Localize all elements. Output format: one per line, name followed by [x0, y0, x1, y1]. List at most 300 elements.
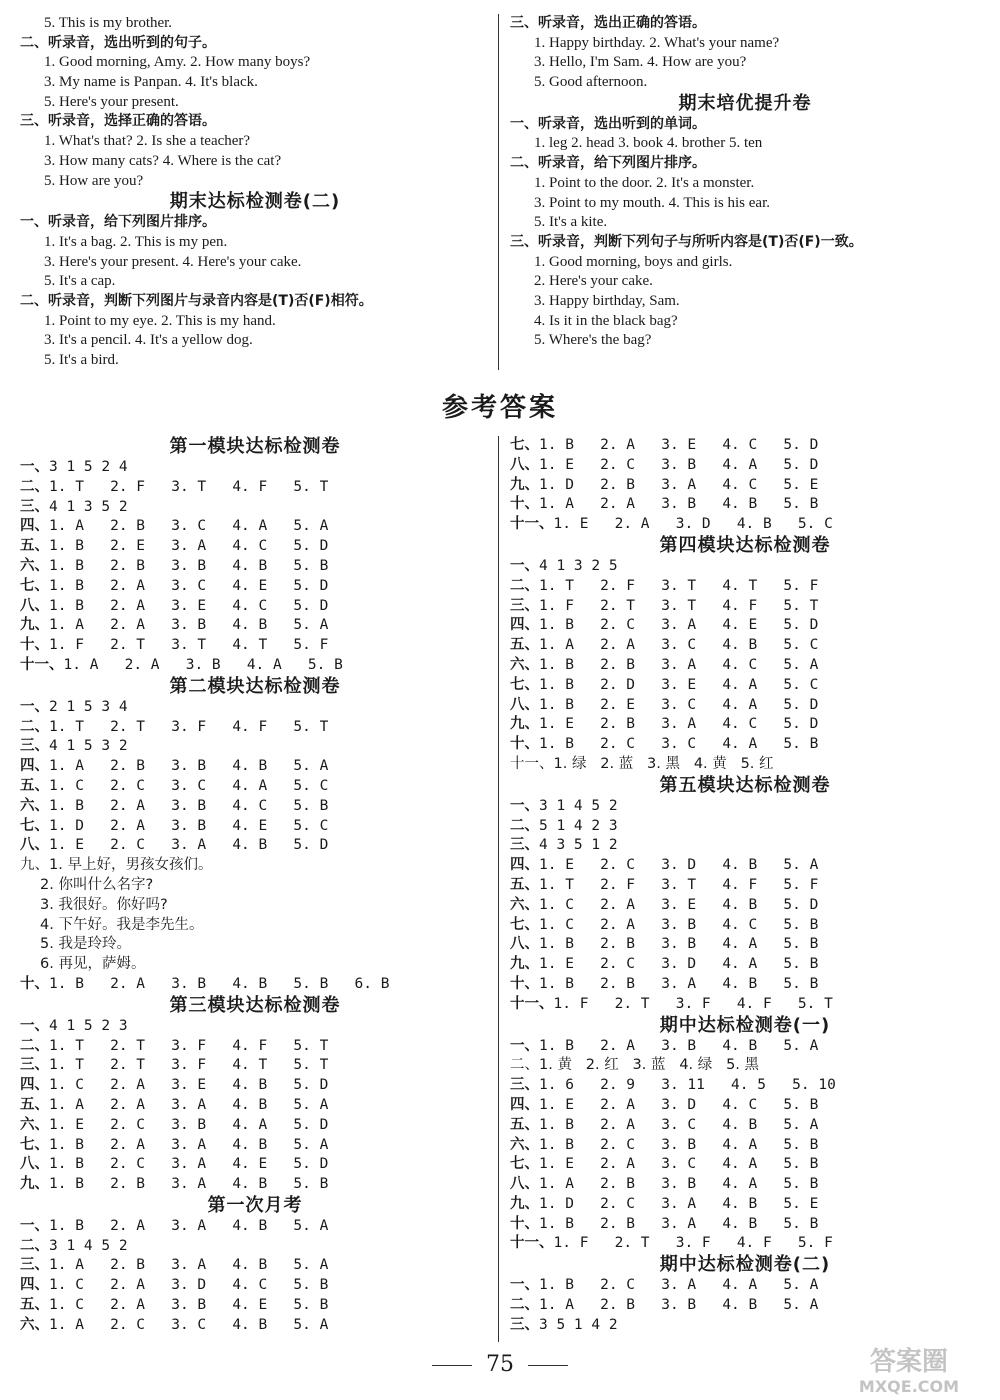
- answer-part-label: 十、: [20, 975, 49, 992]
- answer-part-label: 一、: [20, 1217, 49, 1234]
- answer-values: 1. D 2. B 3. A 4. C 5. E: [539, 476, 819, 493]
- answer-part-label: 八、: [20, 1156, 49, 1173]
- answer-values: 1. A 2. B 3. C 4. A 5. A: [49, 518, 329, 535]
- answer-line: [20, 757, 490, 777]
- answer-values: 1. E 2. A 3. C 4. A 5. B: [539, 1156, 819, 1173]
- answer-part-label: 五、: [20, 777, 49, 794]
- answer-part-label: 八、: [510, 936, 539, 953]
- answer-part-label: [20, 956, 40, 972]
- answer-section-heading: 期中达标检测卷(一): [659, 1014, 831, 1036]
- answer-values: 4 1 5 3 2: [49, 738, 128, 755]
- answer-values: 1. B 2. A 3. C 4. B 5. A: [539, 1116, 819, 1133]
- answer-values: 1. B 2. C 3. A 4. E 5. D: [49, 1156, 329, 1173]
- answer-line: [510, 597, 980, 617]
- answer-values: 4 1 5 2 3: [49, 1017, 128, 1034]
- answer-values: 1. B 2. A 3. E 4. C 5. D: [539, 437, 819, 453]
- answer-part-label: 八、: [510, 456, 539, 473]
- answer-part-label: 一、: [20, 698, 49, 715]
- answer-values: 3. 我很好。你好吗?: [40, 896, 168, 913]
- answer-values: 1. 绿 2. 蓝 3. 黑 4. 黄 5. 红: [553, 755, 774, 772]
- answer-part-label: 六、: [510, 896, 539, 913]
- answer-part-label: 七、: [510, 916, 539, 933]
- answer-part-label: 二、: [20, 718, 49, 735]
- transcript-line: 5. Good afternoon.: [534, 74, 648, 91]
- transcript-line: 5. How are you?: [44, 172, 144, 189]
- answer-line: [20, 777, 490, 797]
- answer-line: [20, 856, 490, 876]
- answer-line: [20, 656, 490, 676]
- answer-line: [20, 718, 490, 738]
- answer-part-label: 七、: [510, 1156, 539, 1173]
- answer-line: [20, 1217, 490, 1237]
- transcript-line: 3. Happy birthday, Sam.: [534, 292, 680, 309]
- answer-line: [510, 755, 980, 775]
- answer-line: [510, 476, 980, 496]
- answer-part-label: 二、: [510, 1057, 539, 1074]
- answer-line: [20, 458, 490, 478]
- answer-line: [510, 1175, 980, 1195]
- answer-part-label: 八、: [20, 597, 49, 614]
- answer-line: [510, 436, 980, 456]
- answer-line: [510, 577, 980, 597]
- answer-line: [510, 656, 980, 676]
- answer-part-label: 一、: [20, 1017, 49, 1034]
- answer-part-label: 二、: [510, 1297, 539, 1314]
- answer-part-label: 三、: [20, 1057, 49, 1074]
- answer-line: [20, 797, 490, 817]
- answer-values: 3 1 4 5 2: [539, 797, 618, 814]
- answer-section-heading: 第五模块达标检测卷: [659, 774, 831, 796]
- answer-line: [20, 737, 490, 757]
- transcript-line: 3. Hello, I'm Sam. 4. How are you?: [534, 54, 747, 71]
- answer-values: 1. C 2. A 3. E 4. B 5. D: [539, 896, 819, 913]
- transcript-right-column: [510, 14, 980, 351]
- answer-line: [510, 995, 980, 1015]
- answer-values: 3 1 4 5 2: [49, 1237, 128, 1254]
- answer-line: [510, 1155, 980, 1175]
- answer-values: 1. B 2. A 3. B 4. B 5. B 6. B: [49, 975, 390, 992]
- transcript-line: 1. Point to the door. 2. It's a monster.: [534, 174, 755, 191]
- transcript-line: 3. It's a pencil. 4. It's a yellow dog.: [44, 332, 253, 349]
- answer-part-label: 九、: [510, 1195, 539, 1212]
- answer-line: [510, 495, 980, 515]
- answer-values: 1. E 2. C 3. D 4. A 5. B: [539, 956, 819, 973]
- answer-values: 2. 你叫什么名字?: [40, 876, 154, 893]
- answer-part-label: 十一、: [510, 995, 554, 1012]
- answer-part-label: 七、: [510, 437, 539, 453]
- answer-part-label: [20, 877, 40, 893]
- answer-line: [20, 636, 490, 656]
- answer-line: [510, 1215, 980, 1235]
- answer-part-label: 五、: [510, 1116, 539, 1133]
- answer-values: 1. B 2. C 3. B 4. A 5. B: [539, 1136, 819, 1153]
- answer-values: 1. B 2. B 3. A 4. B 5. B: [539, 975, 819, 992]
- answer-values: 1. A 2. A 3. B 4. A 5. B: [63, 656, 343, 673]
- transcript-line: 3. My name is Panpan. 4. It's black.: [44, 74, 258, 91]
- answer-values: 1. T 2. F 3. T 4. F 5. T: [49, 478, 329, 495]
- answer-section-heading: 第一模块达标检测卷: [169, 436, 341, 457]
- answer-line: [510, 856, 980, 876]
- answer-line: [510, 696, 980, 716]
- transcript-line: 5. This is my brother.: [44, 15, 173, 31]
- answers-column-divider: [498, 436, 499, 1342]
- answer-part-label: 二、: [510, 817, 539, 834]
- test-heading: 期末达标检测卷(二): [169, 191, 341, 213]
- answer-line: [20, 836, 490, 856]
- answer-part-label: 十、: [510, 1215, 539, 1232]
- answer-values: 1. A 2. C 3. C 4. B 5. A: [49, 1316, 329, 1333]
- answer-part-label: 四、: [510, 1096, 539, 1113]
- answer-part-label: 二、: [510, 577, 539, 594]
- section-instruction: 三、听录音，判断下列句子与所听内容是(T)否(F)一致。: [510, 233, 863, 250]
- answer-line: [20, 1076, 490, 1096]
- answer-part-label: 十、: [510, 496, 539, 513]
- answer-line: [20, 1175, 490, 1195]
- answer-values: 1. E 2. A 3. D 4. B 5. C: [553, 516, 833, 533]
- answer-part-label: 一、: [510, 1277, 539, 1294]
- answer-line: [510, 1195, 980, 1215]
- test-heading: 期末培优提升卷: [678, 92, 812, 114]
- answer-line: [20, 498, 490, 518]
- answer-part-label: 十、: [20, 637, 49, 654]
- answer-values: 1. A 2. A 3. C 4. B 5. C: [539, 637, 819, 654]
- answer-line: [20, 935, 490, 955]
- answer-part-label: 十一、: [20, 656, 64, 673]
- answer-line: [510, 616, 980, 636]
- answer-line: [510, 557, 980, 577]
- answer-part-label: 二、: [20, 1037, 49, 1054]
- footer-dash-left: [432, 1365, 472, 1366]
- answer-part-label: 三、: [20, 1257, 49, 1274]
- answer-part-label: 一、: [20, 459, 49, 475]
- transcript-line: 1. It's a bag. 2. This is my pen.: [44, 233, 228, 250]
- transcript-line: 5. It's a bird.: [44, 352, 119, 368]
- answer-line: [20, 616, 490, 636]
- answer-line: [510, 715, 980, 735]
- answer-line: [510, 456, 980, 476]
- answer-line: [20, 916, 490, 936]
- answer-line: [20, 1155, 490, 1175]
- page-number: 75: [486, 1352, 514, 1377]
- answer-values: 3 5 1 4 2: [539, 1316, 618, 1333]
- answer-values: 1. C 2. A 3. D 4. C 5. B: [49, 1277, 329, 1294]
- answer-line: [20, 1096, 490, 1116]
- answer-part-label: 六、: [20, 1316, 49, 1333]
- answer-values: 1. B 2. D 3. E 4. A 5. C: [539, 676, 819, 693]
- answer-part-label: 三、: [20, 498, 49, 515]
- answer-values: 1. C 2. C 3. C 4. A 5. C: [49, 777, 329, 794]
- answer-line: [510, 1296, 980, 1316]
- answer-values: 1. A 2. B 3. B 4. A 5. B: [539, 1176, 819, 1193]
- answer-part-label: 五、: [510, 637, 539, 654]
- answer-part-label: [20, 917, 40, 933]
- answer-values: 1. B 2. C 3. A 4. E 5. D: [539, 617, 819, 634]
- answer-part-label: 七、: [20, 817, 49, 834]
- answer-line: [20, 896, 490, 916]
- answer-line: [20, 1256, 490, 1276]
- footer-dash-right: [528, 1365, 568, 1366]
- answer-values: 1. A 2. B 3. B 4. B 5. A: [539, 1297, 819, 1314]
- answer-part-label: 四、: [20, 758, 49, 775]
- answer-part-label: 七、: [20, 577, 49, 594]
- answer-values: 1. F 2. T 3. T 4. T 5. F: [49, 637, 329, 654]
- answer-values: 1. B 2. A 3. A 4. B 5. A: [49, 1136, 329, 1153]
- answer-line: [20, 698, 490, 718]
- transcript-line: 5. It's a cap.: [44, 273, 116, 290]
- answer-line: [510, 817, 980, 837]
- transcript-line: 3. Point to my mouth. 4. This is his ear.: [534, 194, 770, 211]
- answer-values: 1. T 2. F 3. T 4. F 5. F: [539, 876, 819, 893]
- answer-part-label: 四、: [20, 1277, 49, 1294]
- answer-values: 1. D 2. A 3. B 4. E 5. C: [49, 817, 329, 834]
- answer-line: [510, 676, 980, 696]
- answer-line: [510, 1037, 980, 1057]
- answer-part-label: 二、: [20, 478, 49, 495]
- answer-line: [510, 735, 980, 755]
- answer-line: [20, 1136, 490, 1156]
- answer-line: [20, 557, 490, 577]
- answer-part-label: 五、: [20, 538, 49, 555]
- answer-values: 5. 我是玲玲。: [40, 936, 131, 953]
- answer-values: 1. B 2. B 3. A 4. B 5. B: [49, 1176, 329, 1193]
- transcript-line: 1. Good morning, Amy. 2. How many boys?: [44, 54, 311, 71]
- answer-values: 1. B 2. B 3. B 4. B 5. B: [49, 557, 329, 574]
- answer-line: [510, 797, 980, 817]
- answer-values: 1. E 2. C 3. B 4. A 5. D: [539, 456, 819, 473]
- answer-values: 1. E 2. C 3. B 4. A 5. D: [49, 1116, 329, 1133]
- answer-values: 1. B 2. B 3. A 4. B 5. B: [539, 1215, 819, 1232]
- answer-line: [510, 836, 980, 856]
- answer-values: 4 1 3 5 2: [49, 498, 128, 515]
- answer-values: 1. F 2. T 3. T 4. F 5. T: [539, 597, 819, 614]
- answer-values: 1. T 2. T 3. F 4. F 5. T: [49, 718, 329, 735]
- transcript-line: 5. It's a kite.: [534, 214, 608, 231]
- answer-line: [510, 935, 980, 955]
- answer-values: 1. 黄 2. 红 3. 蓝 4. 绿 5. 黑: [539, 1057, 760, 1074]
- transcript-line: 1. Happy birthday. 2. What's your name?: [534, 34, 780, 51]
- answer-part-label: 四、: [510, 857, 539, 874]
- answer-values: 1. F 2. T 3. F 4. F 5. F: [553, 1235, 833, 1252]
- answer-line: [20, 537, 490, 557]
- section-instruction: 二、听录音，判断下列图片与录音内容是(T)否(F)相符。: [20, 292, 373, 309]
- answer-part-label: 十、: [510, 975, 539, 992]
- answer-values: 4 1 3 2 5: [539, 557, 618, 574]
- answer-line: [20, 817, 490, 837]
- answer-values: 2 1 5 3 4: [49, 698, 128, 715]
- answer-part-label: 三、: [510, 597, 539, 614]
- answer-values: 1. C 2. A 3. B 4. E 5. B: [49, 1297, 329, 1314]
- transcript-line: 1. Point to my eye. 2. This is my hand.: [44, 312, 276, 329]
- transcript-line: 4. Is it in the black bag?: [534, 312, 678, 329]
- answer-values: 1. A 2. A 3. B 4. B 5. A: [49, 617, 329, 634]
- answer-part-label: 五、: [20, 1297, 49, 1314]
- answer-line: [510, 1076, 980, 1096]
- answer-values: 1. B 2. A 3. A 4. B 5. A: [49, 1217, 329, 1234]
- answer-values: 1. E 2. A 3. D 4. C 5. B: [539, 1096, 819, 1113]
- answer-part-label: 三、: [20, 738, 49, 755]
- watermark-logo: [824, 1340, 994, 1396]
- answer-part-label: 四、: [20, 1077, 49, 1094]
- answer-section-heading: 期中达标检测卷(二): [659, 1254, 831, 1276]
- top-column-divider: [498, 14, 499, 370]
- answer-part-label: 一、: [510, 1037, 539, 1054]
- answer-part-label: 十一、: [510, 516, 554, 533]
- answer-values: 1. A 2. A 3. A 4. B 5. A: [49, 1096, 329, 1113]
- answer-values: 1. B 2. E 3. A 4. C 5. D: [49, 538, 329, 555]
- answer-values: 1. D 2. C 3. A 4. B 5. E: [539, 1195, 819, 1212]
- answer-part-label: 一、: [510, 797, 539, 814]
- answer-values: 5 1 4 2 3: [539, 817, 618, 834]
- answer-line: [20, 517, 490, 537]
- answer-part-label: 七、: [510, 676, 539, 693]
- answer-part-label: 三、: [510, 1316, 539, 1333]
- transcript-line: 1. leg 2. head 3. book 4. brother 5. ten: [534, 135, 763, 152]
- answer-line: [510, 1276, 980, 1296]
- answer-line: [510, 515, 980, 535]
- transcript-line: 5. Here's your present.: [44, 93, 179, 110]
- answer-part-label: 十一、: [510, 755, 554, 772]
- answer-line: [20, 975, 490, 995]
- answer-section-heading: 第四模块达标检测卷: [659, 534, 831, 556]
- answer-values: 1. T 2. F 3. T 4. T 5. F: [539, 577, 819, 594]
- answer-values: 1. B 2. A 3. B 4. B 5. A: [539, 1037, 819, 1054]
- section-instruction: 二、听录音，给下列图片排序。: [510, 155, 706, 172]
- answer-line: [510, 1316, 980, 1336]
- answers-right-column: [510, 436, 980, 1336]
- answer-part-label: 四、: [20, 518, 49, 535]
- answers-left-column: [20, 436, 490, 1336]
- answer-line: [510, 955, 980, 975]
- answer-part-label: 三、: [510, 837, 539, 854]
- answer-line: [510, 1136, 980, 1156]
- answer-part-label: 九、: [510, 956, 539, 973]
- answer-part-label: 九、: [20, 617, 49, 634]
- answer-section-heading: 第三模块达标检测卷: [169, 994, 341, 1016]
- answer-values: 1. E 2. C 3. A 4. B 5. D: [49, 837, 329, 854]
- answer-line: [510, 636, 980, 656]
- answer-line: [20, 1296, 490, 1316]
- answer-line: [20, 1276, 490, 1296]
- answer-line: [20, 478, 490, 498]
- answer-part-label: 十一、: [510, 1235, 554, 1252]
- answer-part-label: 六、: [20, 1116, 49, 1133]
- answer-part-label: 八、: [20, 837, 49, 854]
- answer-values: 1. F 2. T 3. F 4. F 5. T: [553, 995, 833, 1012]
- answer-part-label: 六、: [510, 656, 539, 673]
- answer-key-title: 参考答案: [441, 393, 558, 423]
- answer-values: 1. A 2. A 3. B 4. B 5. B: [539, 496, 819, 513]
- answer-line: [20, 1316, 490, 1336]
- section-instruction: 三、听录音，选择正确的答语。: [20, 113, 216, 130]
- answer-line: [510, 876, 980, 896]
- answer-line: [20, 1237, 490, 1257]
- answer-values: 1. B 2. A 3. C 4. E 5. D: [49, 577, 329, 594]
- answer-values: 4 3 5 1 2: [539, 837, 618, 854]
- answer-part-label: 九、: [20, 857, 49, 874]
- answer-part-label: 五、: [20, 1096, 49, 1113]
- answer-values: 1. C 2. A 3. B 4. C 5. B: [539, 916, 819, 933]
- answer-line: [510, 896, 980, 916]
- answer-part-label: 九、: [510, 476, 539, 493]
- answer-part-label: 八、: [510, 1176, 539, 1193]
- answer-values: 1. T 2. T 3. F 4. F 5. T: [49, 1037, 329, 1054]
- transcript-line: 1. Good morning, boys and girls.: [534, 253, 733, 270]
- answer-section-heading: 第一次月考: [207, 1194, 303, 1216]
- answer-values: 4. 下午好。我是李先生。: [40, 916, 204, 933]
- answer-line: [20, 597, 490, 617]
- answer-part-label: 八、: [510, 696, 539, 713]
- answer-values: 6. 再见，萨姆。: [40, 956, 146, 973]
- answer-values: 1. B 2. A 3. B 4. C 5. B: [49, 797, 329, 814]
- answer-values: 1. B 2. A 3. E 4. C 5. D: [49, 597, 329, 614]
- answer-part-label: 一、: [510, 557, 539, 574]
- answer-values: 1. E 2. C 3. D 4. B 5. A: [539, 857, 819, 874]
- answer-line: [20, 1037, 490, 1057]
- answer-line: [20, 876, 490, 896]
- svg-text:MXQE.COM: MXQE.COM: [858, 1377, 960, 1396]
- answer-part-label: 九、: [510, 716, 539, 733]
- section-instruction: 二、听录音，选出听到的句子。: [20, 34, 216, 51]
- answer-line: [510, 975, 980, 995]
- answer-values: 1. B 2. B 3. A 4. C 5. A: [539, 656, 819, 673]
- answer-values: 1. C 2. A 3. E 4. B 5. D: [49, 1077, 329, 1094]
- answer-part-label: 四、: [510, 617, 539, 634]
- answer-part-label: 七、: [20, 1136, 49, 1153]
- transcript-line: 3. Here's your present. 4. Here's your cake.: [44, 253, 302, 270]
- answer-part-label: [20, 897, 40, 913]
- section-instruction: 一、听录音，选出听到的单词。: [510, 115, 706, 132]
- answer-section-heading: 第二模块达标检测卷: [169, 675, 341, 697]
- answer-part-label: 五、: [510, 876, 539, 893]
- answer-values: 1. B 2. B 3. B 4. A 5. B: [539, 936, 819, 953]
- transcript-line: 1. What's that? 2. Is she a teacher?: [44, 133, 251, 150]
- answer-values: 1. A 2. B 3. A 4. B 5. A: [49, 1257, 329, 1274]
- answer-line: [20, 1017, 490, 1037]
- answer-values: 1. B 2. E 3. C 4. A 5. D: [539, 696, 819, 713]
- answer-values: 1. E 2. B 3. A 4. C 5. D: [539, 716, 819, 733]
- answer-part-label: 六、: [20, 797, 49, 814]
- answer-part-label: 六、: [510, 1136, 539, 1153]
- answer-values: 1. B 2. C 3. C 4. A 5. B: [539, 736, 819, 753]
- transcript-line: 3. How many cats? 4. Where is the cat?: [44, 152, 282, 169]
- answer-part-label: 三、: [510, 1077, 539, 1094]
- transcript-line: 2. Here's your cake.: [534, 273, 653, 290]
- answer-values: 1. B 2. C 3. A 4. A 5. A: [539, 1277, 819, 1294]
- answer-part-label: 二、: [20, 1237, 49, 1254]
- answer-line: [510, 1056, 980, 1076]
- answer-line: [20, 1116, 490, 1136]
- answer-line: [20, 1056, 490, 1076]
- svg-text:答案圈: 答案圈: [869, 1347, 949, 1377]
- answer-line: [510, 1234, 980, 1254]
- answer-part-label: 十、: [510, 736, 539, 753]
- answer-values: 1. T 2. T 3. F 4. T 5. T: [49, 1057, 329, 1074]
- answer-values: 3 1 5 2 4: [49, 459, 128, 475]
- answer-line: [510, 916, 980, 936]
- section-instruction: 一、听录音，给下列图片排序。: [20, 214, 216, 231]
- answer-line: [20, 577, 490, 597]
- answer-part-label: 九、: [20, 1176, 49, 1193]
- answer-line: [510, 1096, 980, 1116]
- answer-line: [510, 1116, 980, 1136]
- transcript-left-column: [20, 14, 490, 371]
- answer-values: 1. 6 2. 9 3. 11 4. 5 5. 10: [539, 1077, 836, 1094]
- answer-part-label: [20, 936, 40, 952]
- answer-line: [20, 955, 490, 975]
- section-instruction: 三、听录音，选出正确的答语。: [510, 15, 706, 31]
- transcript-line: 5. Where's the bag?: [534, 332, 652, 349]
- answer-values: 1. A 2. B 3. B 4. B 5. A: [49, 758, 329, 775]
